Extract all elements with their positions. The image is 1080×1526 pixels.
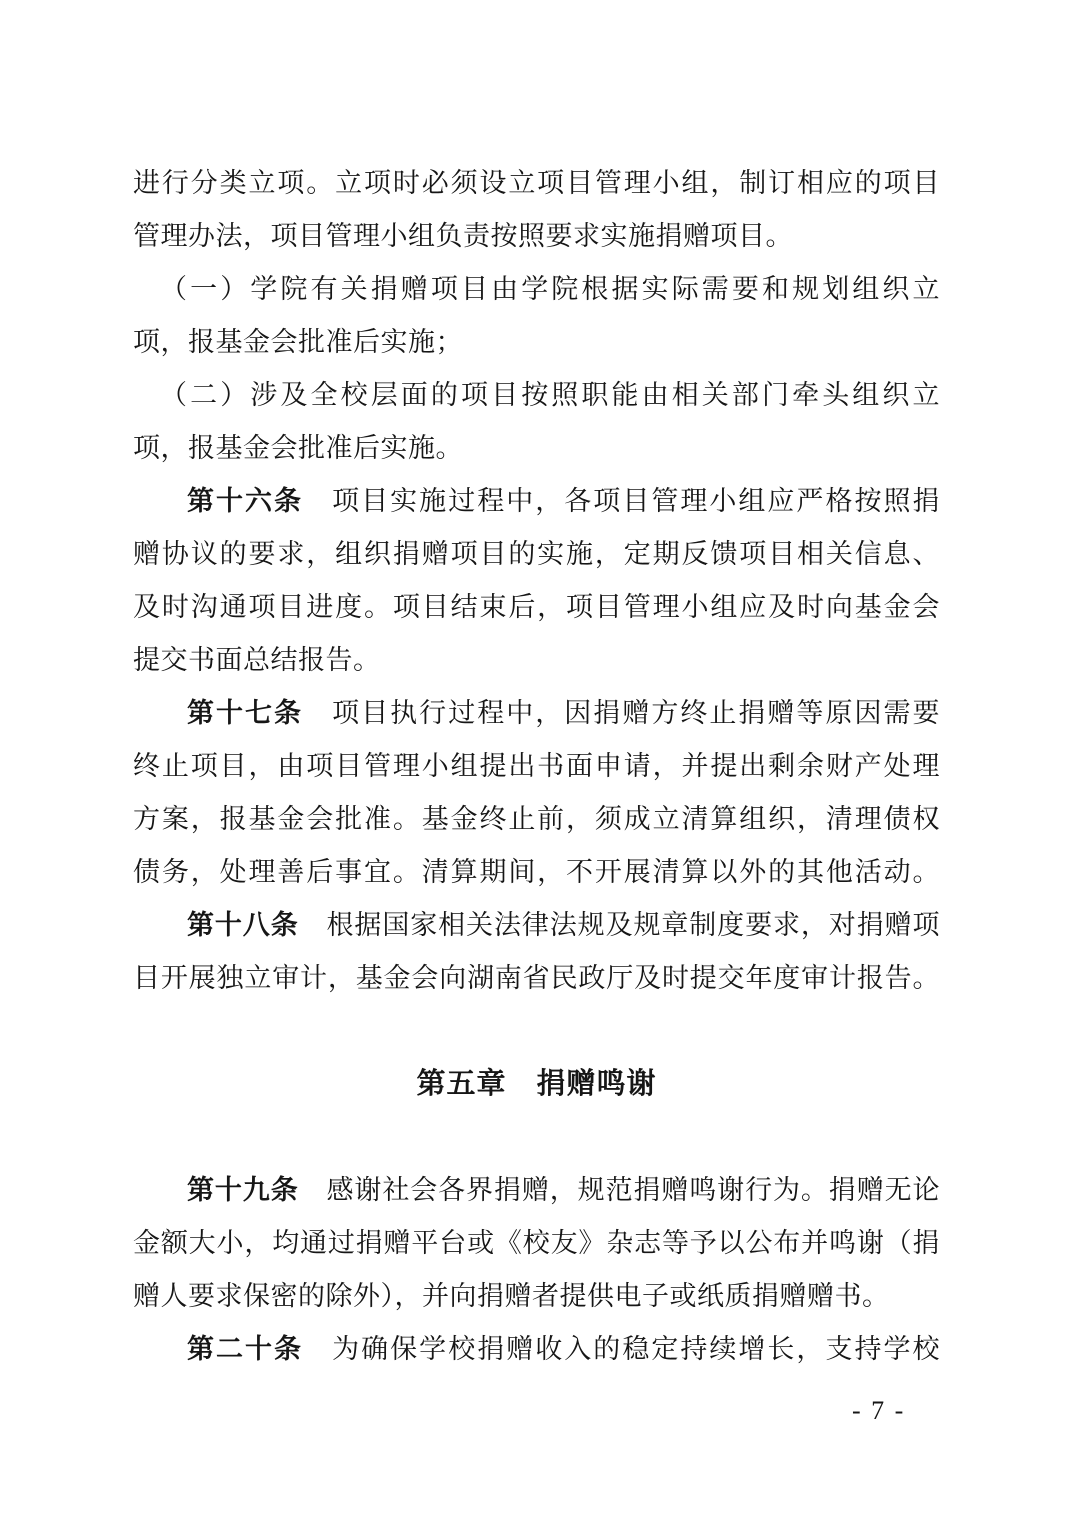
chapter-heading: 第五章 捐赠鸣谢 <box>416 1068 657 1100</box>
article-number: 第十九条 <box>187 1175 299 1205</box>
text-segment: 进行分类立项。立项时必须设立项目管理小组，制订相应的项目 <box>133 168 940 198</box>
text-line <box>133 528 940 581</box>
text-line <box>133 952 940 1005</box>
text-segment: 项目执行过程中，因捐赠方终止捐赠等原因需要 <box>303 698 941 728</box>
blank-line <box>133 1111 940 1164</box>
article-number: 第十六条 <box>187 486 304 516</box>
document-body <box>133 157 940 1376</box>
text-segment: 金额大小，均通过捐赠平台或《校友》杂志等予以公布并鸣谢（捐 <box>133 1228 940 1258</box>
text-line <box>133 1217 940 1270</box>
text-line <box>133 687 940 740</box>
text-line <box>133 740 940 793</box>
text-line <box>133 1164 940 1217</box>
blank-line <box>133 1005 940 1058</box>
text-segment: 方案，报基金会批准。基金终止前，须成立清算组织，清理债权 <box>133 804 940 834</box>
text-segment: 债务，处理善后事宜。清算期间，不开展清算以外的其他活动。 <box>133 857 940 887</box>
text-segment: （二）涉及全校层面的项目按照职能由相关部门牵头组织立 <box>160 380 940 410</box>
text-line <box>133 210 940 263</box>
article-number: 第二十条 <box>187 1334 304 1364</box>
text-segment: 提交书面总结报告。 <box>133 645 381 675</box>
article-number: 第十八条 <box>187 910 299 940</box>
text-line <box>133 263 940 316</box>
text-line <box>133 1323 940 1376</box>
text-line <box>133 475 940 528</box>
text-line <box>133 1270 940 1323</box>
text-segment: 及时沟通项目进度。项目结束后，项目管理小组应及时向基金会 <box>133 592 940 622</box>
text-segment: 为确保学校捐赠收入的稳定持续增长，支持学校 <box>303 1334 941 1364</box>
text-line <box>133 846 940 899</box>
text-segment: 根据国家相关法律法规及规章制度要求，对捐赠项 <box>298 910 941 940</box>
text-segment: 赠协议的要求，组织捐赠项目的实施，定期反馈项目相关信息、 <box>133 539 940 569</box>
text-segment: （一）学院有关捐赠项目由学院根据实际需要和规划组织立 <box>160 274 940 304</box>
article-number: 第十七条 <box>187 698 304 728</box>
page-number: - 7 - <box>852 1396 906 1425</box>
text-segment: 项，报基金会批准后实施； <box>133 327 463 357</box>
text-line <box>133 422 940 475</box>
text-segment: 终止项目，由项目管理小组提出书面申请，并提出剩余财产处理 <box>133 751 940 781</box>
text-segment: 目开展独立审计，基金会向湖南省民政厅及时提交年度审计报告。 <box>133 963 940 993</box>
text-line <box>133 316 940 369</box>
text-line <box>133 157 940 210</box>
text-segment: 项，报基金会批准后实施。 <box>133 433 463 463</box>
text-segment: 感谢社会各界捐赠，规范捐赠鸣谢行为。捐赠无论 <box>298 1175 941 1205</box>
text-line <box>133 634 940 687</box>
text-segment: 项目实施过程中，各项目管理小组应严格按照捐 <box>303 486 941 516</box>
text-line <box>133 581 940 634</box>
text-line <box>133 793 940 846</box>
text-segment: 管理办法，项目管理小组负责按照要求实施捐赠项目。 <box>133 221 793 251</box>
text-line <box>133 369 940 422</box>
text-segment: 赠人要求保密的除外），并向捐赠者提供电子或纸质捐赠赠书。 <box>133 1281 890 1311</box>
text-line <box>133 899 940 952</box>
